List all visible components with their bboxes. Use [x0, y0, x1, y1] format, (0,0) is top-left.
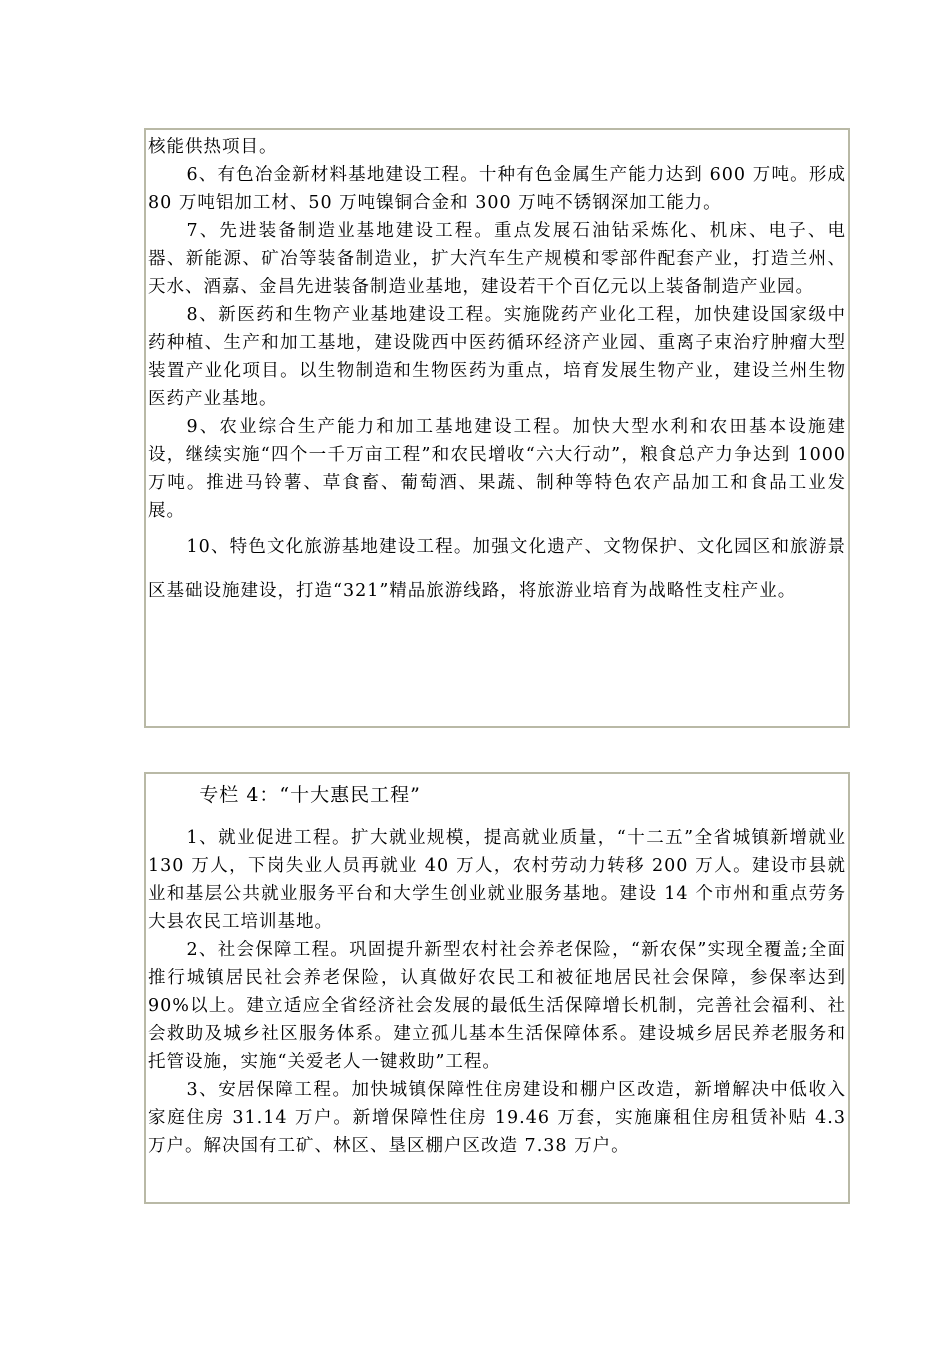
- paragraph-housing: 3、安居保障工程。加快城镇保障性住房建设和棚户区改造，新增解决中低收入家庭住房 31.14 万户。新增保障性住房 19.46 万套，实施廉租住房租赁补贴 4.3 万户。解决国有工矿、林区、垦区棚户区改造 7.38 万户。: [148, 1080, 846, 1156]
- paragraph-item-10: 10、特色文化旅游基地建设工程。加强文化遗产、文物保护、文化园区和旅游景区基础设施建设，打造“321”精品旅游线路，将旅游业培育为战略性支柱产业。: [148, 537, 846, 601]
- paragraph-item-7: 7、先进装备制造业基地建设工程。重点发展石油钻采炼化、机床、电子、电器、新能源、矿冶等装备制造业，扩大汽车生产规模和零部件配套产业，打造兰州、天水、酒嘉、金昌先进装备制造业基地，建设若干个百亿元以上装备制造产业园。: [148, 221, 846, 297]
- column-box-4: [144, 772, 850, 1204]
- paragraph-item-9: 9、农业综合生产能力和加工基地建设工程。加快大型水利和农田基本设施建设，继续实施“四个一千万亩工程”和农民增收“六大行动”，粮食总产力争达到 1000 万吨。推进马铃薯、草食畜、葡萄酒、果蔬、制种等特色农产品加工和食品工业发展。: [148, 417, 846, 521]
- column-title: 专栏 4：“十大惠民工程”: [199, 784, 421, 806]
- paragraph-item-6: 6、有色冶金新材料基地建设工程。十种有色金属生产能力达到 600 万吨。形成 80 万吨铝加工材、50 万吨镍铜合金和 300 万吨不锈钢深加工能力。: [148, 165, 846, 213]
- project-box-continued: [144, 128, 850, 728]
- paragraph-item-8: 8、新医药和生物产业基地建设工程。实施陇药产业化工程，加快建设国家级中药种植、生产和加工基地，建设陇西中医药循环经济产业园、重离子束治疗肿瘤大型装置产业化项目。以生物制造和生物医药为重点，培育发展生物产业，建设兰州生物医药产业基地。: [148, 305, 846, 409]
- paragraph-employment: 1、就业促进工程。扩大就业规模，提高就业质量，“十二五”全省城镇新增就业 130 万人，下岗失业人员再就业 40 万人，农村劳动力转移 200 万人。建设市县就业和基层公共就业服务平台和大学生创业就业服务基地。建设 14 个市州和重点劳务大县农民工培训基地。: [148, 828, 846, 932]
- paragraph-social-security: 2、社会保障工程。巩固提升新型农村社会养老保险，“新农保”实现全覆盖;全面推行城镇居民社会养老保险，认真做好农民工和被征地居民社会保障，参保率达到 90%以上。建立适应全省经济社会发展的最低生活保障增长机制，完善社会福利、社会救助及城乡社区服务体系。建立孤儿基本生活保障体系。建设城乡居民养老服务和托管设施，实施“关爱老人一键救助”工程。: [148, 940, 846, 1072]
- paragraph-nuclear-heating: 核能供热项目。: [148, 137, 278, 157]
